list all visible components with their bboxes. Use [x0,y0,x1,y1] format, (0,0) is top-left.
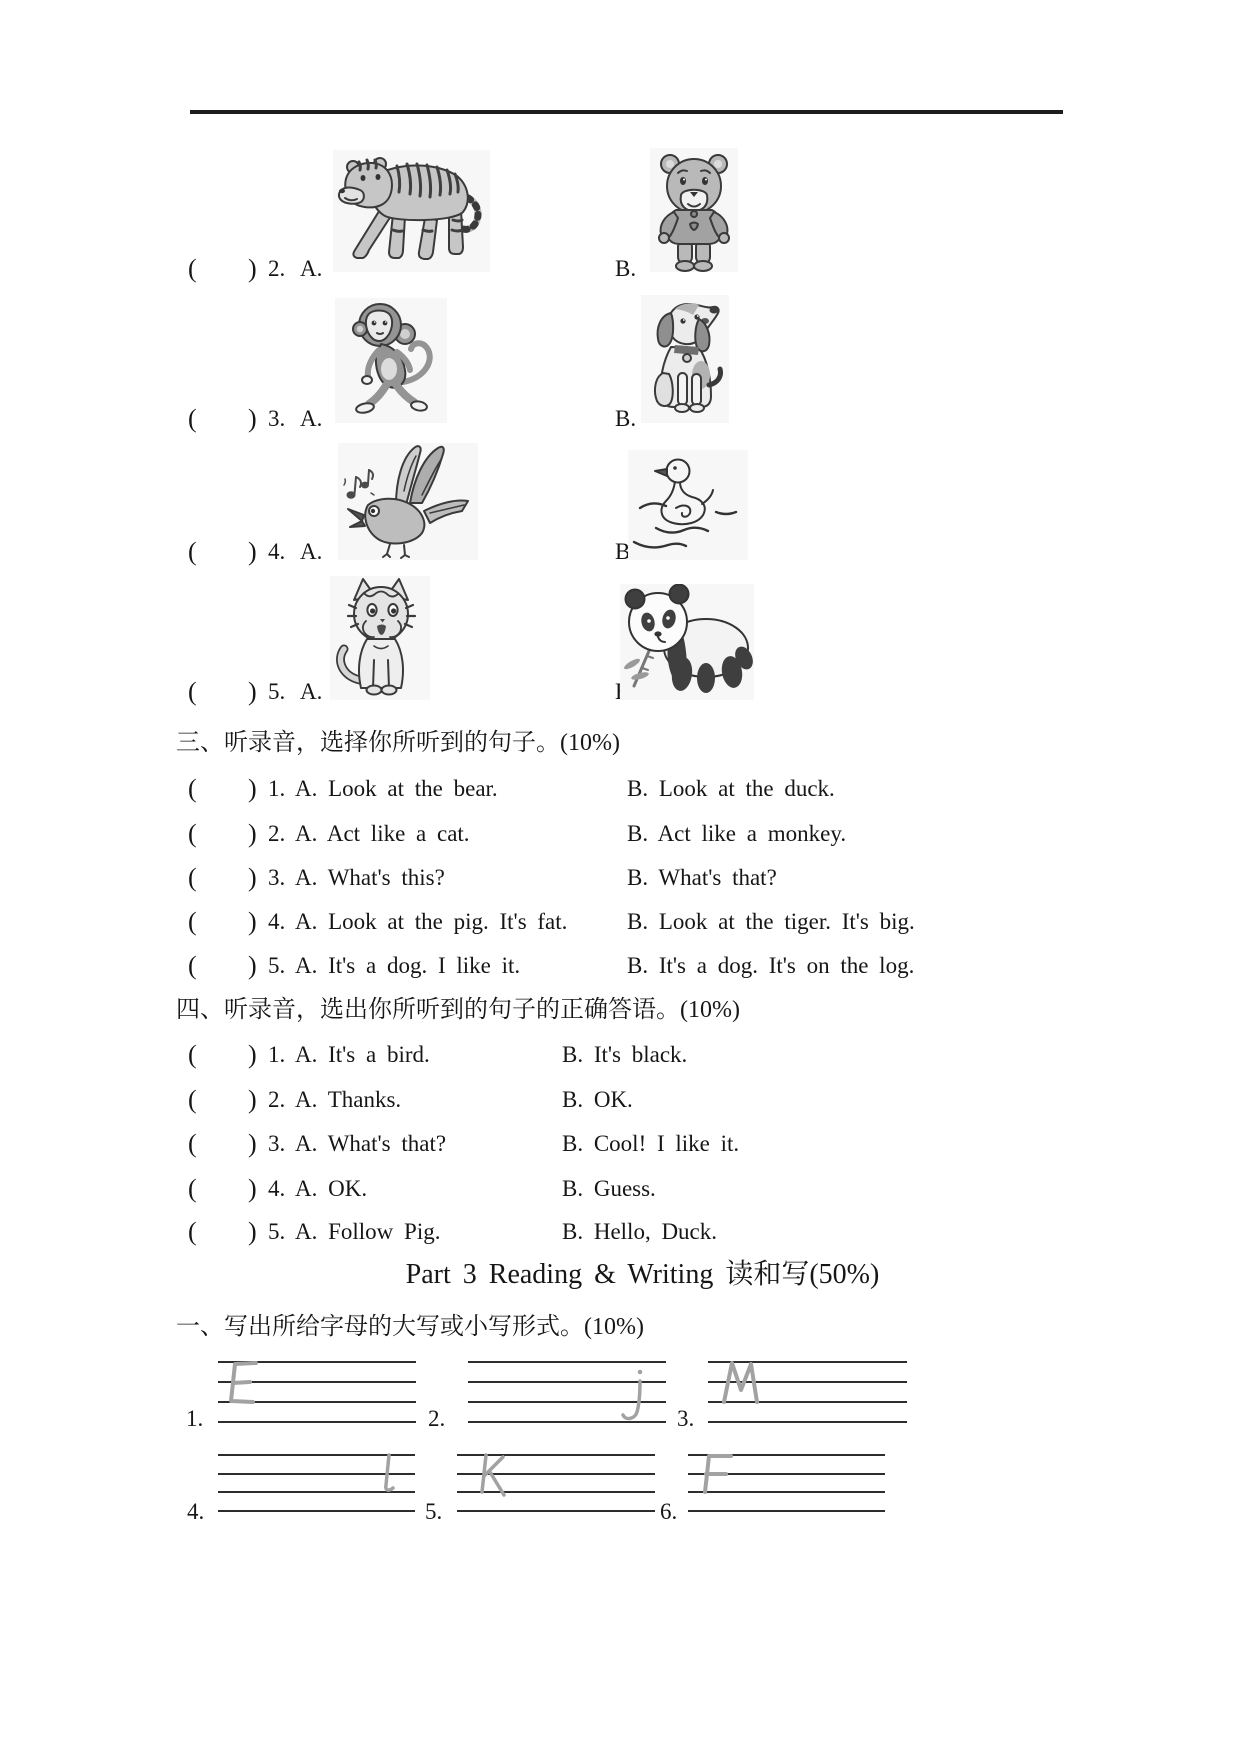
writing-guide-2 [468,1361,666,1423]
option-b-text: B. Look at the tiger. It's big. [627,909,915,934]
answer-blank-paren-open: ( [188,1129,197,1158]
teddy-bear-image [650,148,738,272]
singing-bird-image [338,443,478,560]
option-b-text: B. OK. [562,1087,633,1112]
header-divider-rule [190,110,1063,114]
monkey-image [335,298,447,423]
question-number: 3. [268,1131,286,1156]
answer-blank-paren-open: ( [188,907,197,936]
option-b-label: B. [615,679,637,704]
option-a-text: A. Thanks. [295,1087,402,1112]
answer-blank-paren-close: ) [248,819,257,848]
handwritten-letter-l [218,1454,415,1512]
answer-blank-paren-close: ) [248,1174,257,1203]
answer-blank-paren-open: ( [188,819,197,848]
option-b-text: B. Hello, Duck. [562,1219,718,1244]
answer-blank-paren-open: ( [188,951,197,980]
option-a-label: A. [300,406,323,431]
option-b-text: B. It's black. [562,1042,688,1067]
option-b-text: B. What's that? [627,865,777,890]
question-number: 1. [268,1042,286,1067]
option-a-text: A. What's that? [295,1131,447,1156]
section-four-heading: 四、听录音，选出你所听到的句子的正确答语。(10%) [176,997,740,1023]
writing-item-number: 6. [660,1499,678,1524]
answer-blank-paren-open: ( [188,537,197,566]
answer-blank-paren-open: ( [188,1217,197,1246]
handwritten-letter-F [688,1454,885,1512]
writing-guide-5 [457,1454,655,1512]
answer-blank-paren-close: ) [248,951,257,980]
question-number: 4. [268,909,286,934]
answer-blank-paren-close: ) [248,677,257,706]
question-number: 2. [268,821,286,846]
answer-blank-paren-close: ) [248,1085,257,1114]
writing-item-number: 4. [187,1499,205,1524]
question-number: 2. [268,1087,286,1112]
answer-blank-paren-open: ( [188,677,197,706]
panda-image [620,584,754,700]
option-a-text: A. Look at the pig. It's fat. [295,909,568,934]
option-a-label: A. [300,256,323,281]
answer-blank-paren-open: ( [188,863,197,892]
question-number: 4. [268,539,286,564]
option-a-text: A. Look at the bear. [295,776,498,801]
handwritten-letter-E [218,1361,416,1423]
option-b-text: B. Look at the duck. [627,776,835,801]
question-number: 5. [268,1219,286,1244]
handwritten-letter-j [468,1361,666,1423]
answer-blank-paren-close: ) [248,774,257,803]
writing-guide-3 [708,1361,907,1423]
section-one-heading: 一、写出所给字母的大写或小写形式。(10%) [176,1314,644,1340]
answer-blank-paren-close: ) [248,404,257,433]
duck-on-water-image [628,450,748,560]
handwritten-letter-M [708,1361,907,1423]
part-three-heading: Part 3 Reading & Writing 读和写(50%) [405,1259,880,1290]
option-b-label: B. [615,406,637,431]
question-number: 5. [268,679,286,704]
handwritten-letter-K [457,1454,655,1512]
answer-blank-paren-close: ) [248,1217,257,1246]
option-b-text: B. It's a dog. It's on the log. [627,953,915,978]
option-a-text: A. Act like a cat. [295,821,470,846]
cat-image [330,576,430,700]
writing-item-number: 5. [425,1499,443,1524]
answer-blank-paren-open: ( [188,254,197,283]
option-a-label: A. [300,679,323,704]
question-number: 3. [268,406,286,431]
answer-blank-paren-close: ) [248,1129,257,1158]
answer-blank-paren-open: ( [188,1174,197,1203]
option-a-text: A. It's a dog. I like it. [295,953,521,978]
option-b-label: B. [615,256,637,281]
writing-guide-1 [218,1361,416,1423]
answer-blank-paren-open: ( [188,404,197,433]
answer-blank-paren-close: ) [248,537,257,566]
answer-blank-paren-close: ) [248,907,257,936]
option-a-text: A. Follow Pig. [295,1219,441,1244]
writing-item-number: 3. [677,1406,695,1431]
section-three-heading: 三、听录音，选择你所听到的句子。(10%) [176,730,620,756]
option-a-label: A. [300,539,323,564]
writing-item-number: 2. [428,1406,446,1431]
answer-blank-paren-open: ( [188,774,197,803]
writing-item-number: 1. [186,1406,204,1431]
question-number: 3. [268,865,286,890]
question-number: 5. [268,953,286,978]
option-b-text: B. Act like a monkey. [627,821,847,846]
option-a-text: A. It's a bird. [295,1042,430,1067]
option-b-text: B. Cool! I like it. [562,1131,740,1156]
question-number: 4. [268,1176,286,1201]
writing-guide-4 [218,1454,415,1512]
answer-blank-paren-open: ( [188,1085,197,1114]
puppy-dog-image [641,295,729,423]
answer-blank-paren-close: ) [248,1040,257,1069]
option-b-text: B. Guess. [562,1176,656,1201]
answer-blank-paren-open: ( [188,1040,197,1069]
answer-blank-paren-close: ) [248,863,257,892]
question-number: 2. [268,256,286,281]
tiger-image [333,150,490,272]
option-a-text: A. What's this? [295,865,445,890]
writing-guide-6 [688,1454,885,1512]
option-b-label: B. [615,539,637,564]
question-number: 1. [268,776,286,801]
option-a-text: A. OK. [295,1176,368,1201]
answer-blank-paren-close: ) [248,254,257,283]
